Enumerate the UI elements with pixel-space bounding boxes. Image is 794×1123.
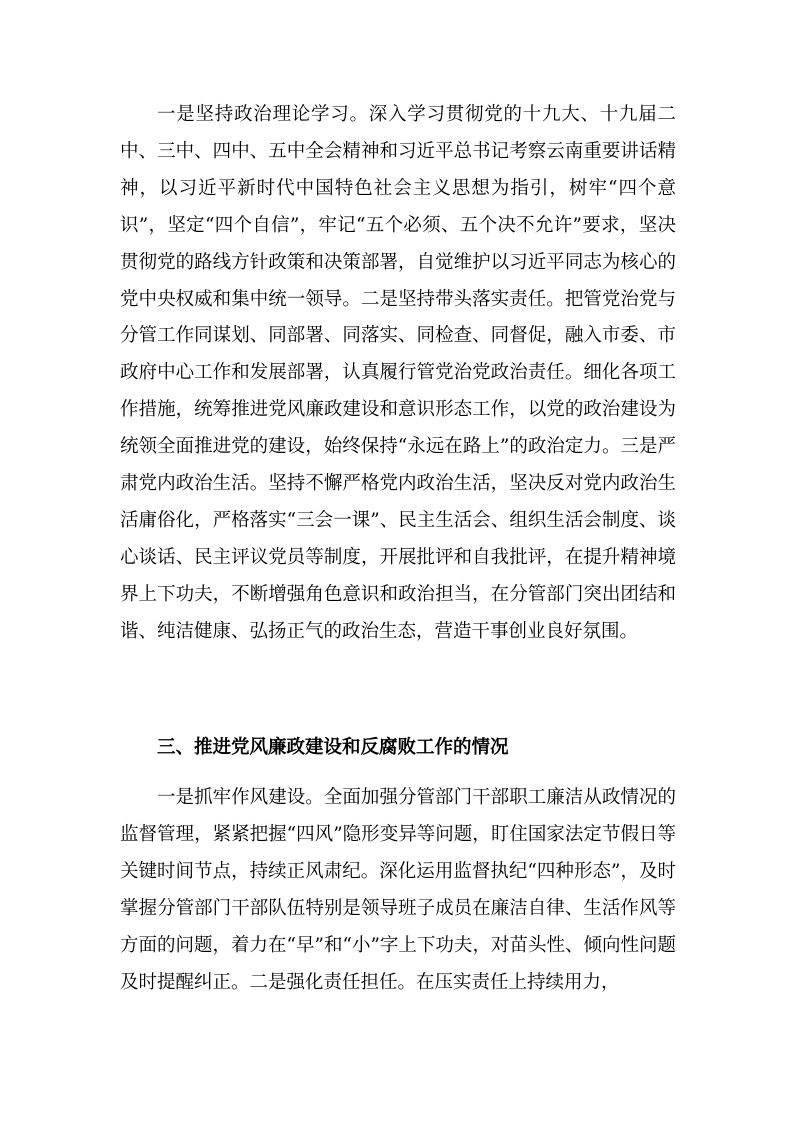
body-paragraph: 一是坚持政治理论学习。深入学习贯彻党的十九大、十九届二中、三中、四中、五中全会精神和习近平总书记考察云南重要讲话精神，以习近平新时代中国特色社会主义思想为指引，树牢“四个意识”，坚定“四个自信”，牢记“五个必须、五个决不允许”要求，坚决贯彻党的路线方针政策和决策部署，自觉维护以习近平同志为核心的党中央权威和集中统一领导。二是坚持带头落实责任。把管党治党与分管工作同谋划、同部署、同落实、同检查、同督促，融入市委、市政府中心工作和发展部署，认真履行管党治党政治责任。细化各项工作措施，统筹推进党风廉政建设和意识形态工作，以党的政治建设为统领全面推进党的建设，始终保持“永远在路上”的政治定力。三是严肃党内政治生活。坚持不懈严格党内政治生活，坚决反对党内政治生活庸俗化，严格落实“三会一课”、民主生活会、组织生活会制度、谈心谈话、民主评议党员等制度，开展批评和自我批评，在提升精神境界上下功夫，不断增强角色意识和政治担当，在分管部门突出团结和谐、纯洁健康、弘扬正气的政治生态，营造干事创业良好氛围。: [120, 104, 676, 642]
section-heading: 三、推进党风廉政建设和反腐败工作的情况: [157, 737, 509, 758]
body-paragraph: 一是抓牢作风建设。全面加强分管部门干部职工廉洁从政情况的监督管理，紧紧把握“四风”隐形变异等问题，盯住国家法定节假日等关键时间节点，持续正风肃纪。深化运用监督执纪“四种形态”，及时掌握分管部门干部队伍特别是领导班子成员在廉洁自律、生活作风等方面的问题，着力在“早”和“小”字上下功夫，对苗头性、倾向性问题及时提醒纠正。二是强化责任担任。在压实责任上持续用力，: [120, 787, 676, 993]
